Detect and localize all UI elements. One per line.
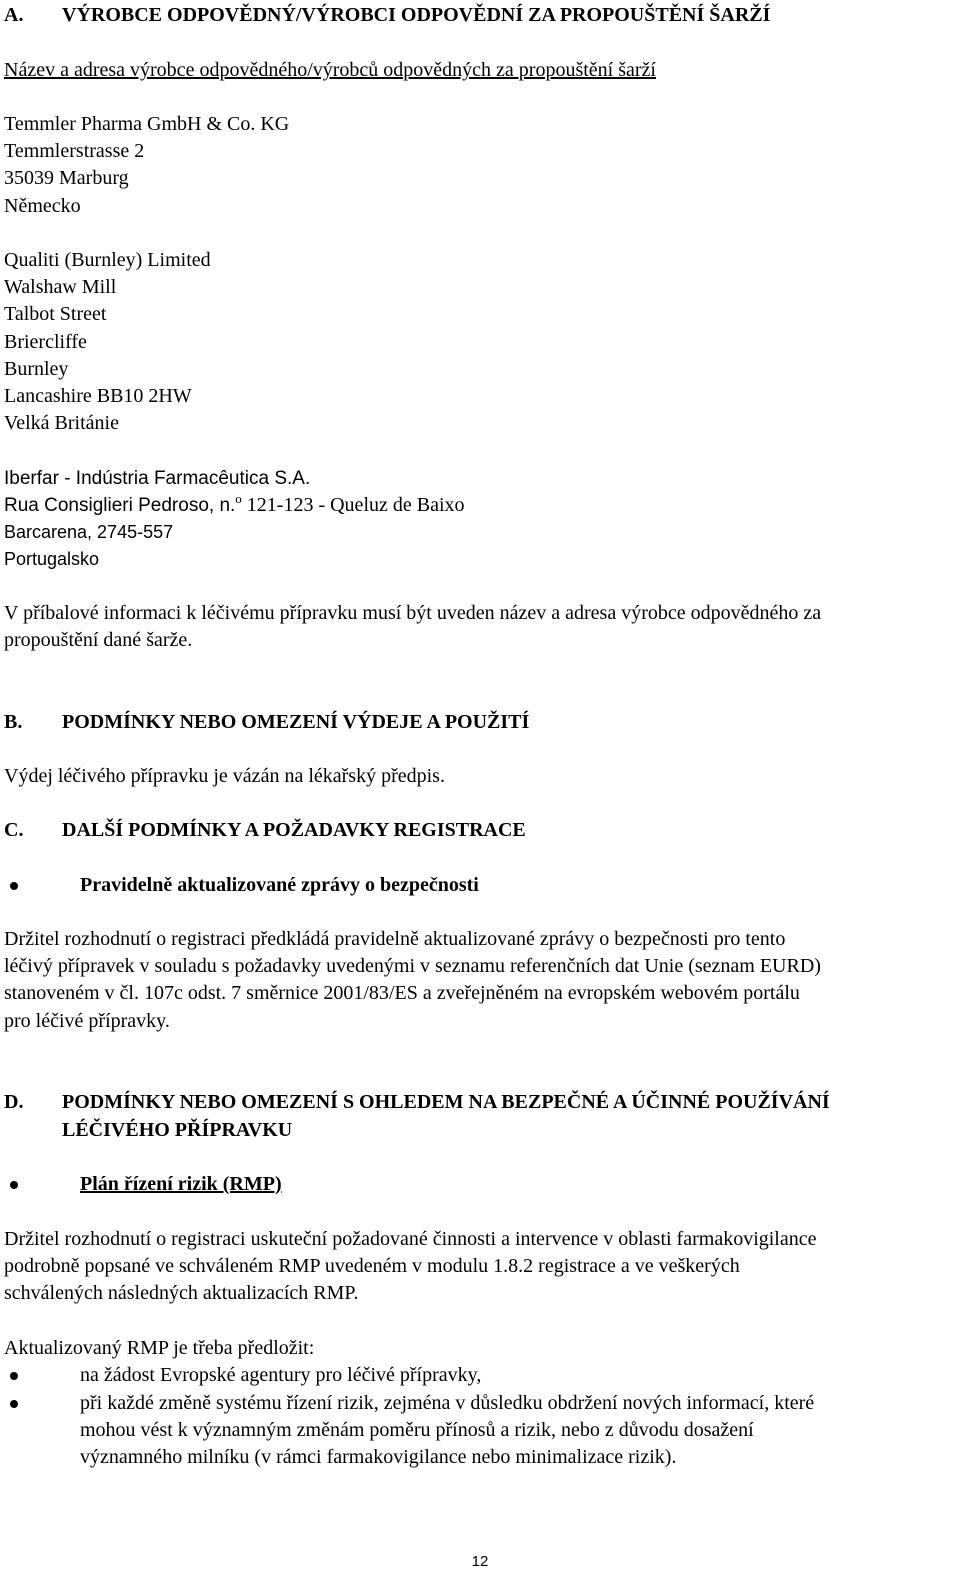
address-line: 35039 Marburg (4, 167, 129, 189)
address-line: Qualiti (Burnley) Limited (4, 249, 211, 271)
section-b-letter: B. (4, 711, 23, 733)
address-street-number: 121-123 - Queluz de Baixo (241, 494, 465, 516)
address-line: Temmler Pharma GmbH & Co. KG (4, 113, 290, 135)
rmp-list-item-text: při každé změně systému řízení rizik, zejména v důsledku obdržení nových informací, které (80, 1392, 815, 1414)
section-c-title: DALŠÍ PODMÍNKY A POŽADAVKY REGISTRACE (62, 819, 526, 841)
rmp-paragraph-line: Držitel rozhodnutí o registraci uskuteční požadované činnosti a intervence v oblasti farmakovigilance (4, 1228, 817, 1250)
address-line: Walshaw Mill (4, 276, 117, 298)
section-b-text: Výdej léčivého přípravku je vázán na lékařský předpis. (4, 765, 445, 787)
section-b-heading (4, 709, 529, 736)
bullet-icon (10, 1181, 18, 1189)
section-d-title: PODMÍNKY NEBO OMEZENÍ S OHLEDEM NA BEZPEČNÉ A ÚČINNÉ POUŽÍVÁNÍ (62, 1091, 830, 1113)
rmp-list-item-text: významného milníku (v rámci farmakovigilance nebo minimalizace rizik). (80, 1446, 677, 1468)
section-b-title: PODMÍNKY NEBO OMEZENÍ VÝDEJE A POUŽITÍ (62, 711, 530, 733)
psur-bullet-title: Pravidelně aktualizované zprávy o bezpečnosti (80, 874, 479, 896)
section-d-heading (4, 1089, 830, 1116)
address-line: Německo (4, 195, 81, 217)
address-line: Portugalsko (4, 549, 100, 569)
section-a-title: VÝROBCE ODPOVĚDNÝ/VÝROBCI ODPOVĚDNÍ ZA PROPOUŠTĚNÍ ŠARŽÍ (62, 4, 771, 26)
bullet-icon (10, 1372, 18, 1380)
section-a-subtitle: Název a adresa výrobce odpovědného/výrobců odpovědných za propouštění šarží (4, 59, 656, 81)
address-line: Iberfar - Indústria Farmacêutica S.A. (4, 468, 311, 489)
psur-paragraph-line: stanoveném v čl. 107c odst. 7 směrnice 2001/83/ES a zveřejněném na evropském webovém portálu (4, 982, 800, 1004)
section-a-letter: A. (4, 4, 24, 26)
psur-paragraph-line: léčivý přípravek v souladu s požadavky uvedenými v seznamu referenčních dat Unie (seznam EURD) (4, 955, 821, 977)
address-line: Barcarena, 2745-557 (4, 522, 174, 542)
leaflet-note-line: propouštění dané šarže. (4, 629, 193, 651)
rmp-list-item-text: mohou vést k významným změnám poměru přínosů a rizik, nebo z důvodu dosažení (80, 1419, 754, 1441)
section-a-heading (4, 2, 770, 29)
section-d-title-cont: LÉČIVÉHO PŘÍPRAVKU (62, 1119, 293, 1141)
bullet-icon (10, 1400, 18, 1408)
rmp-intro: Aktualizovaný RMP je třeba předložit: (4, 1337, 315, 1359)
section-d-letter: D. (4, 1091, 24, 1113)
rmp-bullet-title: Plán řízení rizik (RMP) (80, 1173, 282, 1195)
psur-paragraph-line: Držitel rozhodnutí o registraci předkládá pravidelně aktualizované zprávy o bezpečnosti pro tento (4, 928, 786, 950)
rmp-paragraph-line: podrobně popsané ve schváleném RMP uvedeném v modulu 1.8.2 registrace a ve veškerých (4, 1255, 740, 1277)
address-line: Lancashire BB10 2HW (4, 385, 192, 407)
rmp-paragraph-line: schválených následných aktualizacích RMP. (4, 1282, 359, 1304)
page-number: 12 (471, 1553, 489, 1570)
ordinal-sup: o (235, 491, 242, 506)
address-line (4, 492, 465, 519)
address-line: Velká Británie (4, 412, 119, 434)
rmp-list-item-text: na žádost Evropské agentury pro léčivé přípravky, (80, 1364, 482, 1386)
address-street: Rua Consiglieri Pedroso, n. (4, 495, 236, 516)
address-line: Burnley (4, 358, 69, 380)
address-line: Talbot Street (4, 303, 107, 325)
leaflet-note-line: V příbalové informaci k léčivému přípravku musí být uveden název a adresa výrobce odpovědného za (4, 602, 822, 624)
section-c-heading (4, 817, 526, 844)
section-c-letter: C. (4, 819, 24, 841)
address-line: Temmlerstrasse 2 (4, 140, 145, 162)
bullet-icon (10, 882, 18, 890)
address-line: Briercliffe (4, 331, 87, 353)
psur-paragraph-line: pro léčivé přípravky. (4, 1010, 170, 1032)
